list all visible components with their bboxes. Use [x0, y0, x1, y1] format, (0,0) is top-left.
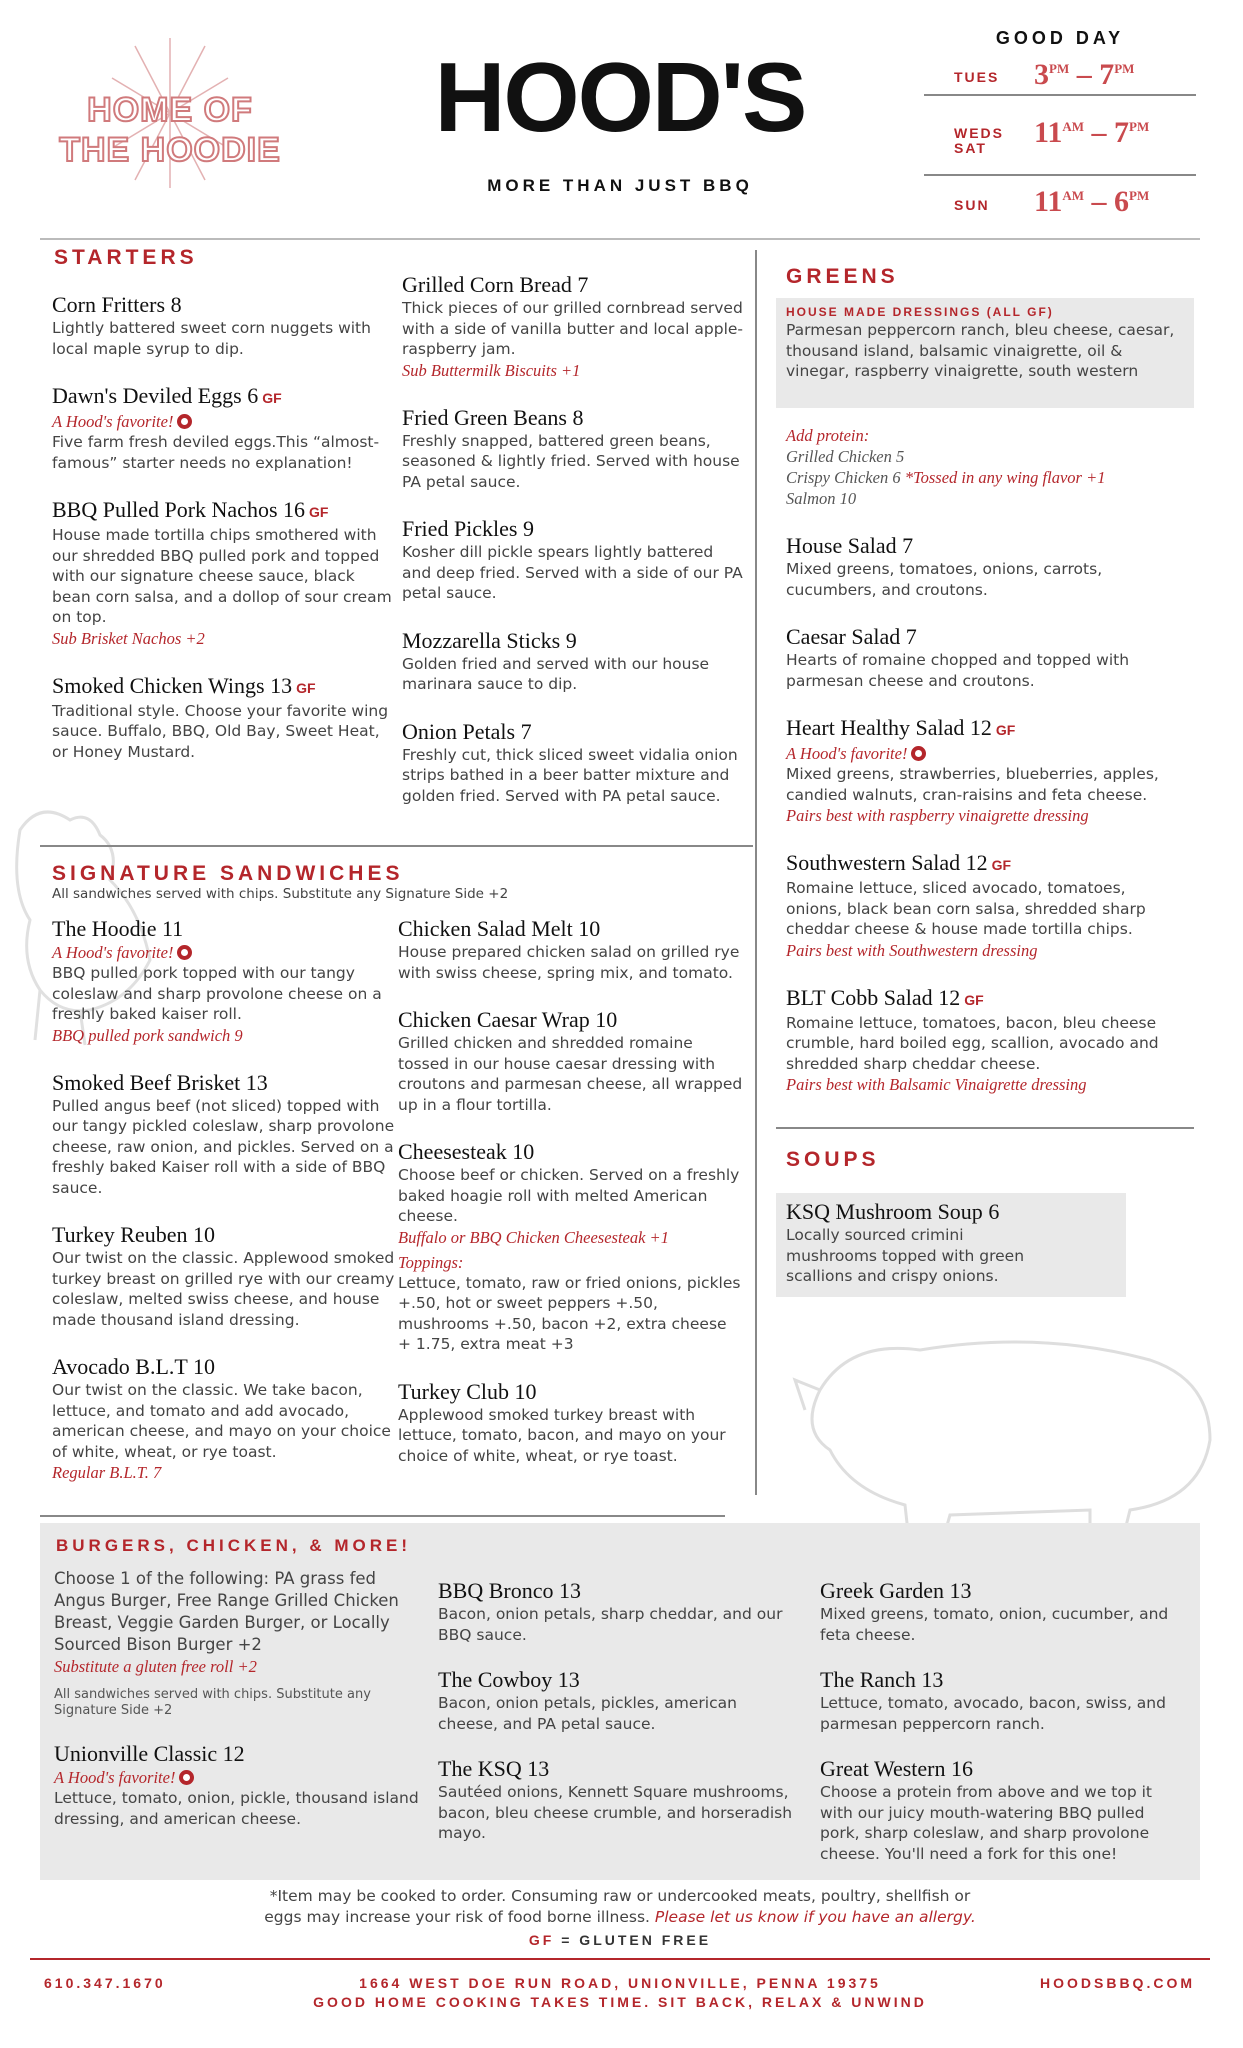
favorite-icon — [177, 945, 192, 960]
menu-item: Fried Green Beans 8 Freshly snapped, battered green beans, seasoned & lightly fried. Served with house PA petal sauce. — [402, 404, 740, 491]
allergy-disclaimer: *Item may be cooked to order. Consuming raw or undercooked meats, poultry, shellfish or eggs may increase your risk of food borne illness. Please let us know if you have an allergy. — [264, 1887, 976, 1926]
menu-item: The Ranch 13 Lettuce, tomato, avocado, bacon, swiss, and parmesan peppercorn ranch. — [820, 1667, 1166, 1733]
menu-item: Chicken Caesar Wrap 10 Grilled chicken and shredded romaine tossed in our house caesar dressing with croutons and parmesan cheese, all wrapped up in a flour tortilla. — [398, 1007, 743, 1114]
burgers-mid — [438, 1578, 798, 1868]
favorite-icon — [179, 1770, 194, 1785]
menu-item: Southwestern Salad 12 GF Romaine lettuce, sliced avocado, tomatoes, onions, black bean corn salsa, shredded sharp cheddar cheese & house made tortilla chips. Pairs best with Southwestern dressing — [786, 850, 1146, 960]
sandwiches-right — [398, 916, 743, 1490]
menu-item: BLT Cobb Salad 12 GF Romaine lettuce, tomatoes, bacon, bleu cheese crumble, hard boiled egg, scallion, avocado and shredded sharp cheddar cheese. Pairs best with Balsamic Vinaigrette dressing — [786, 984, 1159, 1094]
menu-item: BBQ Bronco 13 Bacon, onion petals, sharp cheddar, and our BBQ sauce. — [438, 1578, 783, 1644]
soup-box: KSQ Mushroom Soup 6 Locally sourced crimini mushrooms topped with green scallions and crispy onions. — [776, 1193, 1126, 1297]
starters-title: STARTERS — [54, 246, 198, 269]
menu-item: Heart Healthy Salad 12 GF A Hood's favorite! Mixed greens, strawberries, blueberries, apples, candied walnuts, cran-raisins and feta cheese. Pairs best with raspberry vinaigrette dressing — [786, 715, 1159, 825]
menu-item: Cheesesteak 10 Choose beef or chicken. Served on a freshly baked hoagie roll with melted American cheese. Buffalo or BBQ Chicken Cheesesteak +1 Toppings: Lettuce, tomato, raw or fried onions, pickles +.50, hot or sweet peppers +.50, mushrooms +.50, bacon +2, extra cheese + 1.75, extra meat +3 — [398, 1139, 741, 1353]
menu-item: The KSQ 13 Sautéed onions, Kennett Square mushrooms, bacon, bleu cheese crumble, and horseradish mayo. — [438, 1756, 793, 1842]
greens-title: GREENS — [786, 265, 899, 288]
dressings-box: HOUSE MADE DRESSINGS (ALL GF) Parmesan peppercorn ranch, bleu cheese, caesar, thousand island, balsamic vinaigrette, oil & vinegar, raspberry vinaigrette, south western — [776, 298, 1194, 408]
menu-item: Mozzarella Sticks 9 Golden fried and served with our house marinara sauce to dip. — [402, 627, 710, 693]
menu-item: House Salad 7 Mixed greens, tomatoes, onions, carrots, cucumbers, and croutons. — [786, 533, 1103, 599]
protein-options: Add protein: Grilled Chicken 5 Crispy Chicken 6 *Tossed in any wing flavor +1 Salmon 10 — [786, 426, 1106, 508]
footer-divider — [30, 1958, 1210, 1960]
menu-item: The Hoodie 11 A Hood's favorite! BBQ pulled pork topped with our tangy coleslaw and sharp provolone cheese on a freshly baked kaiser roll. BBQ pulled pork sandwich 9 — [52, 916, 382, 1045]
sandwiches-divider — [40, 1515, 725, 1517]
good-day-title: GOOD DAY — [995, 28, 1125, 48]
website-link[interactable]: HOODSBBQ.COM — [1040, 1975, 1195, 1991]
pig-illustration — [790, 1300, 1230, 1560]
sandwiches-left — [52, 916, 397, 1507]
column-divider — [755, 250, 757, 1495]
burgers-left: Choose 1 of the following: PA grass fed Angus Burger, Free Range Grilled Chicken Breast, Veggie Garden Burger, or Locally Sourced Bison Burger +2 Substitute a gluten free roll +2 All sandwiches served with chips. Substitute any Signature Side +2 Unionville Classic 12 A Hood's favorite! Lettuce, tomato, onion, pickle, thousand island dressing, and american cheese. — [54, 1568, 424, 1829]
badge-line2: THE HOODIE — [59, 131, 281, 169]
menu-item: Chicken Salad Melt 10 House prepared chicken salad on grilled rye with swiss cheese, spring mix, and tomato. — [398, 916, 740, 982]
hours-row-sun: SUN $11^{AM} - 6^{PM}$ — [954, 185, 1150, 218]
phone-number[interactable]: 610.347.1670 — [44, 1975, 166, 1991]
header-divider — [40, 238, 1200, 240]
home-of-hoodie-badge — [30, 38, 310, 188]
badge-line1: HOME OF — [87, 91, 253, 129]
sandwiches-title: SIGNATURE SANDWICHES — [52, 862, 404, 885]
menu-item: Greek Garden 13 Mixed greens, tomato, onion, cucumber, and feta cheese. — [820, 1578, 1169, 1644]
menu-item: Smoked Chicken Wings 13 GF Traditional style. Choose your favorite wing sauce. Buffalo, BBQ, Old Bay, Sweet Heat, or Honey Mustard. — [52, 672, 389, 761]
menu-item: BBQ Pulled Pork Nachos 16 GF House made tortilla chips smothered with our shredded BBQ pulled pork and topped with our signature cheese sauce, black bean corn salsa, and a dollop of sour cream on top. Sub Brisket Nachos +2 — [52, 497, 392, 648]
menu-item: Caesar Salad 7 Hearts of romaine chopped and topped with parmesan cheese and croutons. — [786, 624, 1130, 690]
burgers-right — [820, 1578, 1185, 1888]
address: 1664 WEST DOE RUN ROAD, UNIONVILLE, PENNA 19375 — [359, 1975, 881, 1991]
slogan: GOOD HOME COOKING TAKES TIME. SIT BACK, RELAX & UNWIND — [313, 1994, 927, 2010]
starters-right — [402, 272, 747, 830]
soups-title: SOUPS — [786, 1148, 880, 1171]
hours-row-tues: TUES $3^{PM} - 7^{PM}$ — [954, 58, 1135, 91]
menu-item: Turkey Club 10 Applewood smoked turkey breast with lettuce, tomato, bacon, and mayo on your choice of white, wheat, or rye toast. — [398, 1378, 726, 1465]
starters-divider — [40, 845, 753, 847]
menu-item: Great Western 16 Choose a protein from above and we top it with our juicy mouth-watering BBQ pulled pork, sharp coleslaw, and sharp provolone cheese. You'll need a fork for this one! — [820, 1756, 1152, 1863]
menu-item: Fried Pickles 9 Kosher dill pickle spears lightly battered and deep fried. Served with a side of our PA petal sauce. — [402, 516, 743, 602]
starters-left — [52, 292, 397, 786]
greens-col — [786, 425, 1186, 1119]
tagline: MORE THAN JUST BBQ — [487, 176, 753, 195]
menu-item: Unionville Classic 12 A Hood's favorite! Lettuce, tomato, onion, pickle, thousand island dressing, and american cheese. — [54, 1741, 419, 1828]
menu-item: Grilled Corn Bread 7 Thick pieces of our grilled cornbread served with a side of vanilla butter and local apple-raspberry jam. Sub Buttermilk Biscuits +1 — [402, 272, 744, 380]
sandwiches-subtitle: All sandwiches served with chips. Substitute any Signature Side +2 — [52, 886, 509, 902]
menu-item: Dawn's Deviled Eggs 6 GF A Hood's favorite! Five farm fresh deviled eggs.This “almost-famous” starter needs no explanation! — [52, 383, 380, 472]
menu-item: The Cowboy 13 Bacon, onion petals, pickles, american cheese, and PA petal sauce. — [438, 1667, 737, 1733]
greens-divider — [776, 1127, 1194, 1129]
restaurant-logo: HOOD'S — [434, 42, 806, 152]
menu-item: Onion Petals 7 Freshly cut, thick sliced sweet vidalia onion strips bathed in a beer batter mixture and golden fried. Served with PA petal sauce. — [402, 718, 738, 805]
menu-item: Turkey Reuben 10 Our twist on the classic. Applewood smoked turkey breast on grilled rye with our creamy coleslaw, melted swiss cheese, and house made thousand island dressing. — [52, 1222, 395, 1329]
favorite-icon — [177, 414, 192, 429]
gf-legend: GF = GLUTEN FREE — [528, 1932, 712, 1948]
burgers-title: BURGERS, CHICKEN, & MORE! — [56, 1536, 412, 1555]
hours-row-weds-sat: WEDS SAT $11^{AM} - 7^{PM}$ — [954, 116, 1150, 156]
menu-item: Corn Fritters 8 Lightly battered sweet corn nuggets with local maple syrup to dip. — [52, 292, 371, 358]
favorite-icon — [911, 746, 926, 761]
menu-item: Smoked Beef Brisket 13 Pulled angus beef (not sliced) topped with our tangy pickled coleslaw, sharp provolone cheese, raw onion, and pickles. Served on a freshly baked Kaiser roll with a side of BBQ sauce. — [52, 1069, 395, 1197]
menu-item: Avocado B.L.T 10 Our twist on the classic. We take bacon, lettuce, and tomato and add avocado, american cheese, and mayo on your choice of white, wheat, or rye toast. Regular B.L.T. 7 — [52, 1354, 391, 1482]
